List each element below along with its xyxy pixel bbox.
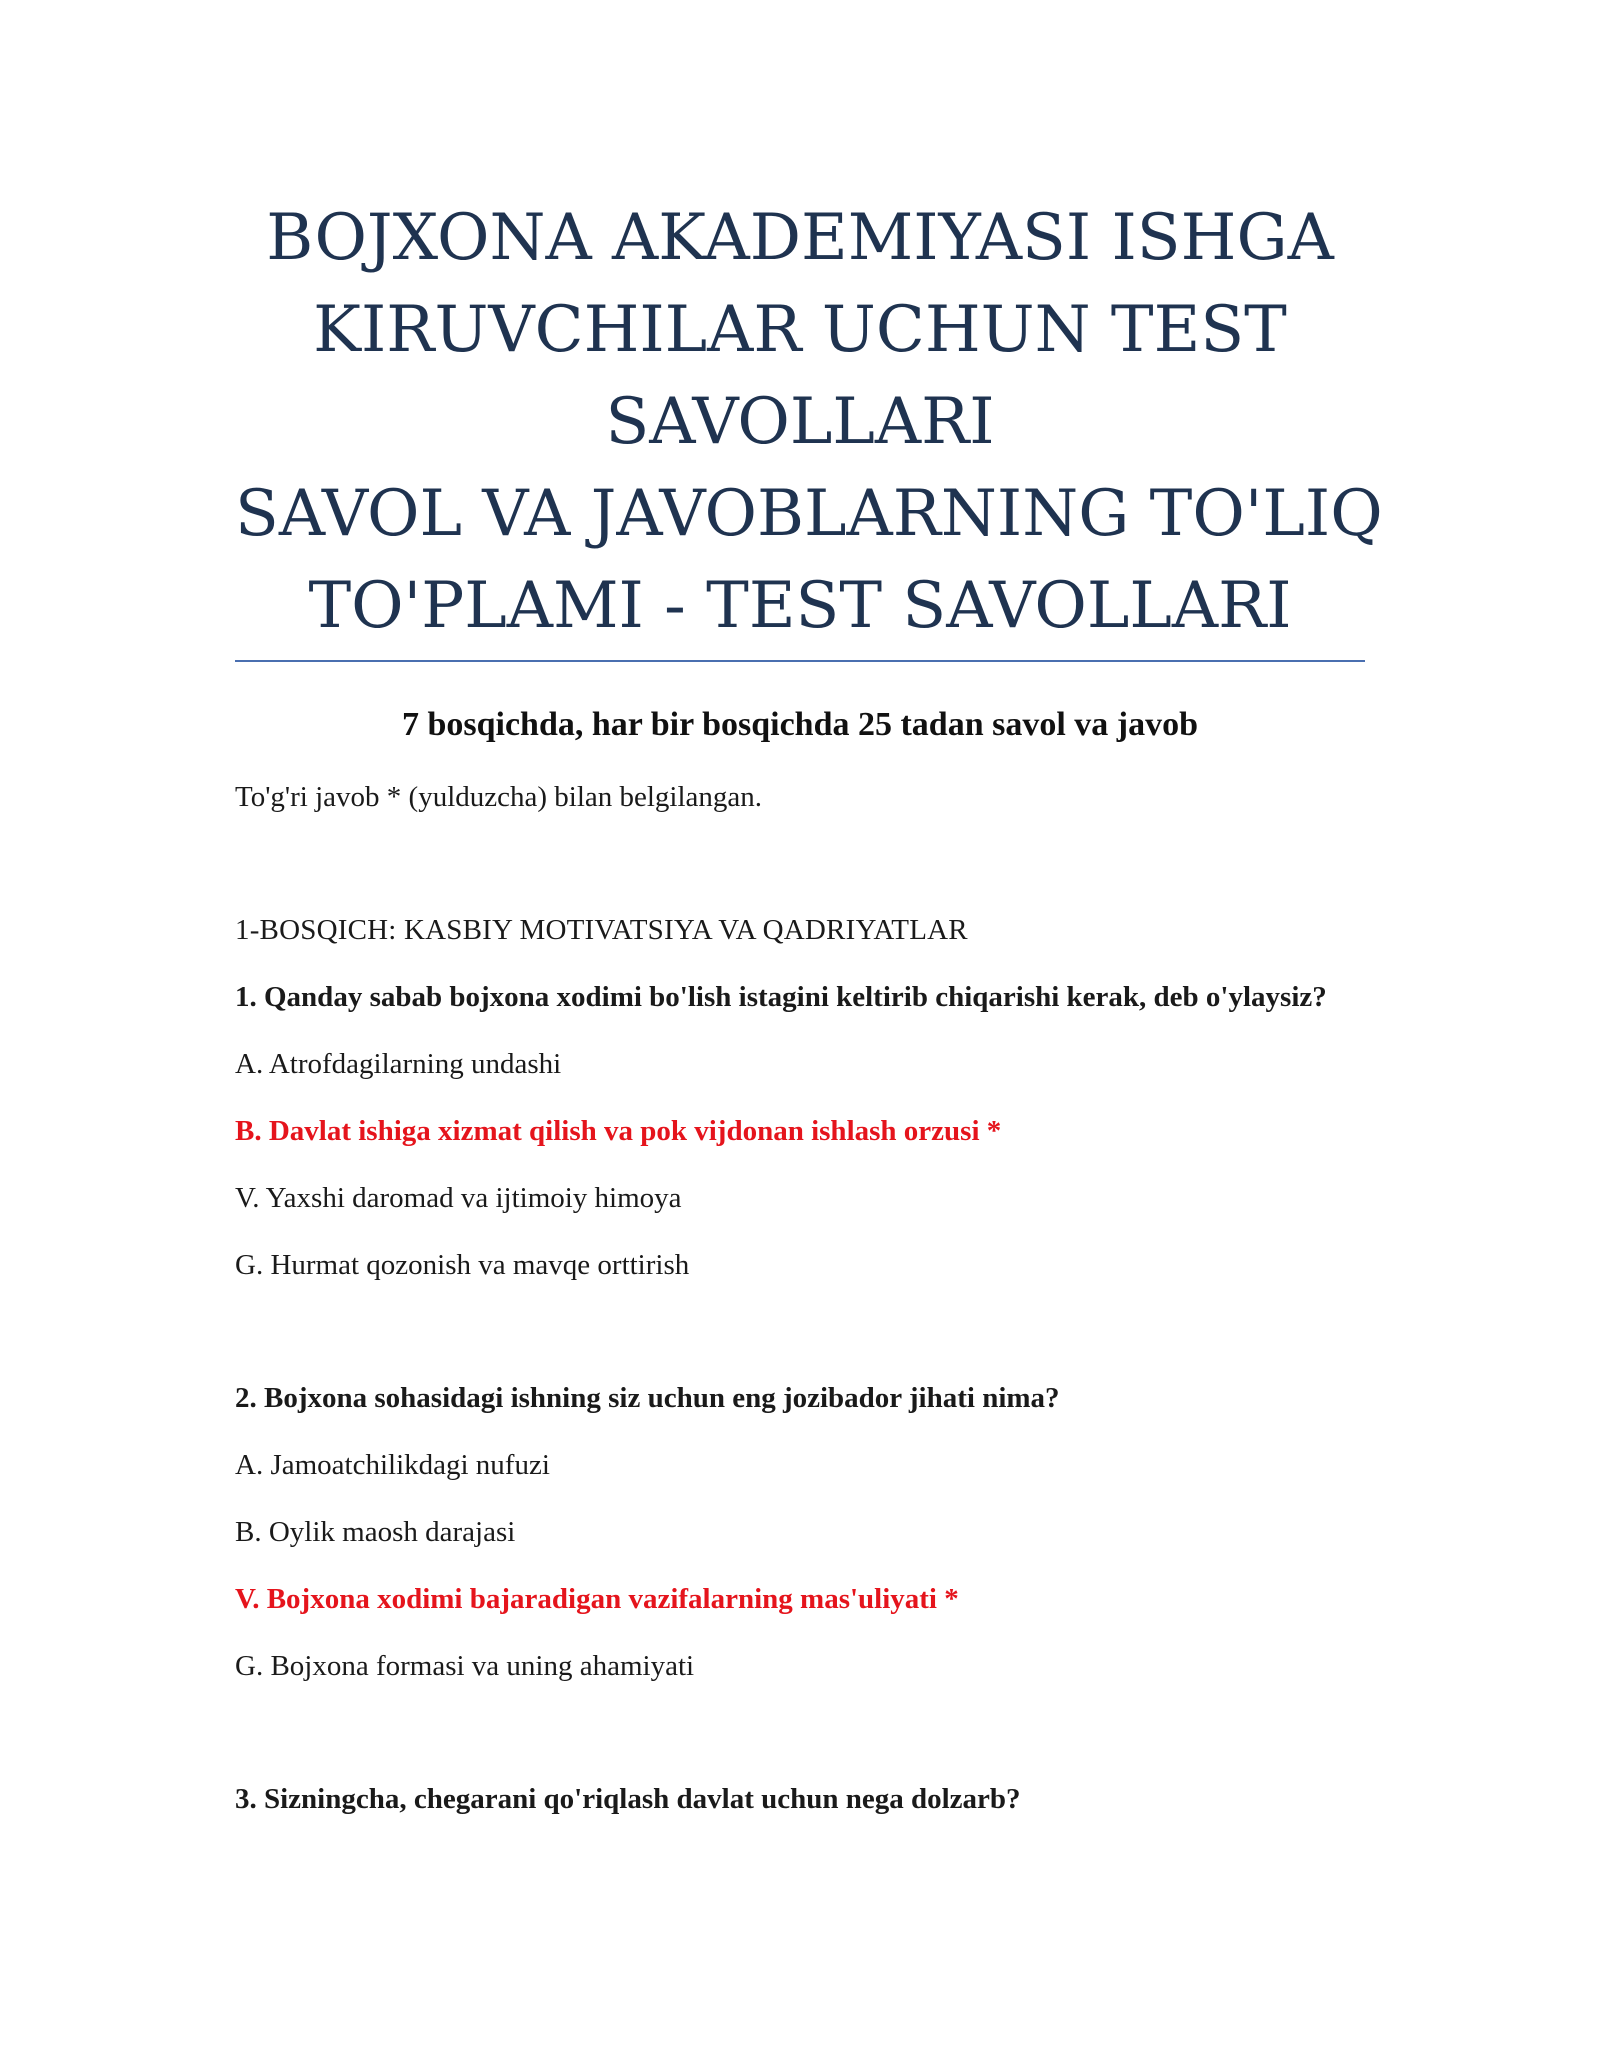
document-title (235, 192, 1383, 652)
answer-key-note: To'g'ri javob * (yulduzcha) bilan belgilangan. (235, 781, 763, 813)
title-line-1: BOJXONA AKADEMIYASI ISHGA (266, 201, 1334, 275)
answer-option: A. Jamoatchilikdagi nufuzi (235, 1449, 550, 1481)
question-block (235, 1377, 1365, 1687)
title-line-2: KIRUVCHILAR UCHUN TEST (313, 293, 1287, 367)
answer-option: A. Atrofdagilarning undashi (235, 1048, 562, 1080)
answer-option: G. Hurmat qozonish va mavqe orttirish (235, 1249, 690, 1281)
question-text: 3. Sizningcha, chegarani qo'riqlash davlat uchun nega dolzarb? (235, 1783, 1021, 1815)
answer-option: B. Oylik maosh darajasi (235, 1516, 516, 1548)
title-divider (235, 660, 1365, 662)
document-subtitle: 7 bosqichda, har bir bosqichda 25 tadan savol va javob (401, 706, 1199, 743)
question-spacer (235, 1712, 1365, 1778)
question-text: 1. Qanday sabab bojxona xodimi bo'lish istagini keltirib chiqarishi kerak, deb o'ylaysiz? (235, 981, 1327, 1013)
question-block (235, 1778, 1365, 1820)
title-line-4: SAVOL VA JAVOBLARNING TO'LIQ (235, 477, 1383, 551)
question-block (235, 976, 1365, 1286)
answer-option: G. Bojxona formasi va uning ahamiyati (235, 1650, 695, 1682)
question-list (235, 976, 1365, 1845)
question-spacer (235, 1311, 1365, 1377)
title-line-5: TO'PLAMI - TEST SAVOLLARI (308, 569, 1292, 643)
answer-option: V. Yaxshi daromad va ijtimoiy himoya (235, 1182, 682, 1214)
section-heading: 1-BOSQICH: KASBIY MOTIVATSIYA VA QADRIYATLAR (235, 914, 968, 946)
answer-option-correct: V. Bojxona xodimi bajaradigan vazifalarning mas'uliyati * (235, 1583, 959, 1615)
title-line-3: SAVOLLARI (605, 385, 995, 459)
answer-option-correct: B. Davlat ishiga xizmat qilish va pok vijdonan ishlash orzusi * (235, 1115, 1002, 1147)
question-text: 2. Bojxona sohasidagi ishning siz uchun eng jozibador jihati nima? (235, 1382, 1060, 1414)
